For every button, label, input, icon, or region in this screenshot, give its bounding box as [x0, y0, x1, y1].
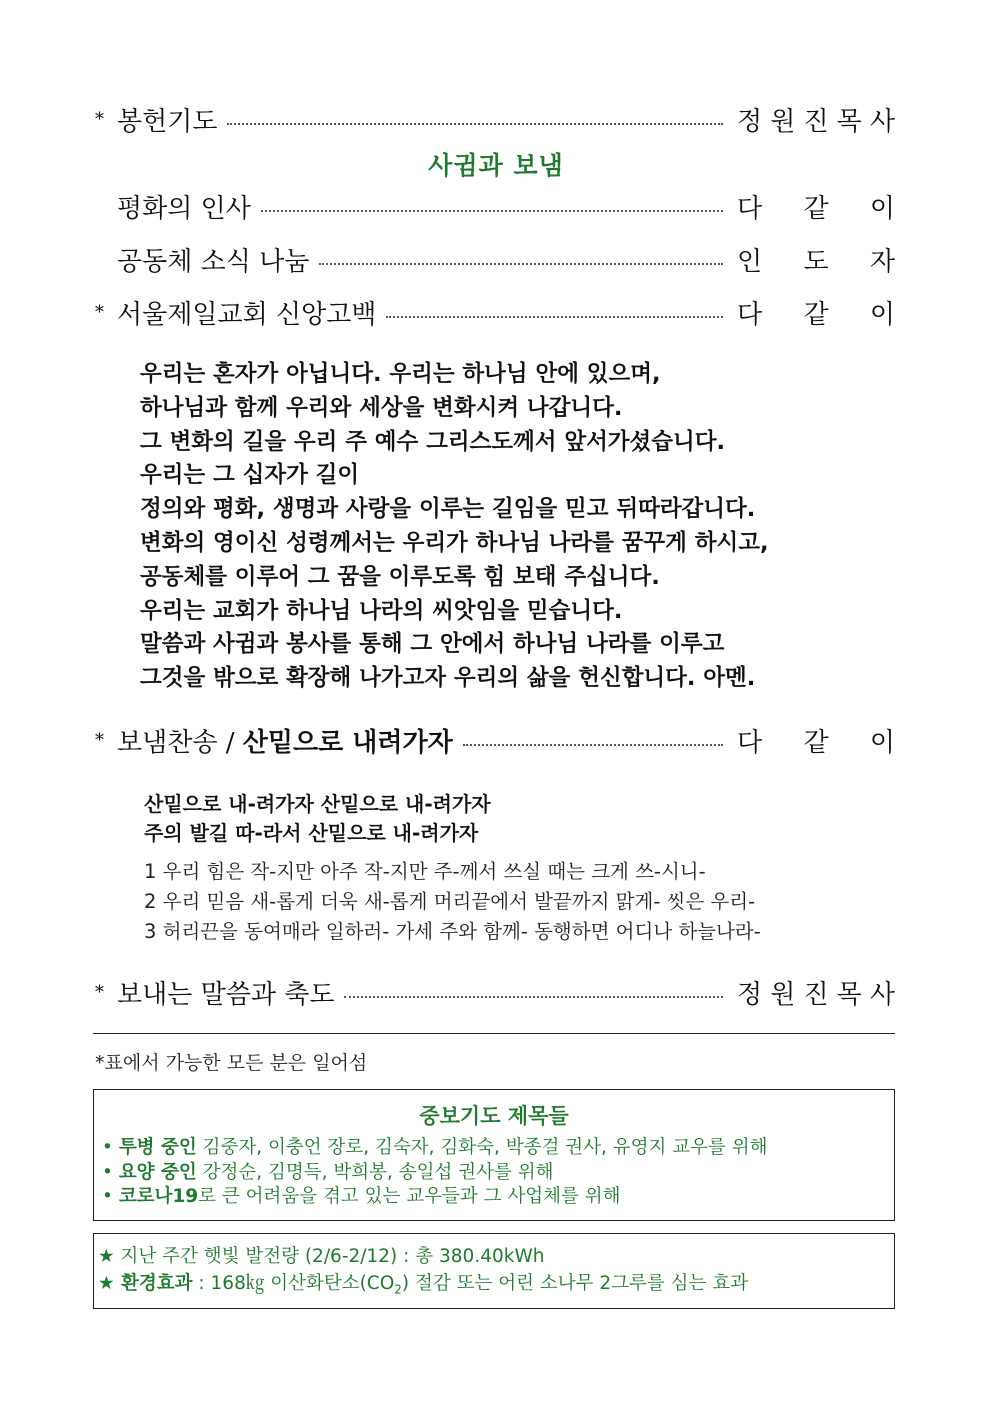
- hymn-title: 산밑으로 내려가자: [242, 727, 453, 758]
- order-item-sending-hymn: [95, 722, 895, 758]
- dot-leader: [227, 123, 723, 125]
- order-item-community-news: [117, 241, 895, 277]
- prayer-requests-box: [93, 1089, 895, 1221]
- dot-leader: [463, 744, 723, 746]
- item-leader: 다 같 이: [737, 299, 895, 330]
- dot-leader: [319, 263, 723, 265]
- dot-leader: [261, 210, 723, 212]
- prayer-item: • 요양 중인 강정순, 김명득, 박희봉, 송일섭 권사를 위해: [102, 1161, 554, 1183]
- creed-line: 우리는 그 십자가 길이: [140, 462, 360, 489]
- refrain-line: 주의 발길 따-라서 산밑으로 내-려가자: [144, 821, 479, 845]
- creed-line: 말씀과 사귐과 봉사를 통해 그 안에서 하나님 나라를 이루고: [140, 631, 725, 658]
- item-title: 봉헌기도: [117, 106, 218, 137]
- item-leader: 정 원 진 목 사: [737, 979, 895, 1010]
- item-title: 공동체 소식 나눔: [117, 246, 310, 277]
- item-title: 보내는 말씀과 축도: [117, 979, 335, 1010]
- creed-line: 그것을 밖으로 확장해 나가고자 우리의 삶을 헌신합니다. 아멘.: [140, 665, 756, 692]
- standing-note: *표에서 가능한 모든 분은 일어섬: [95, 1052, 368, 1074]
- item-leader: 정 원 진 목 사: [737, 106, 895, 137]
- prayer-item: • 투병 중인 김중자, 이충언 장로, 김숙자, 김화숙, 박종걸 권사, 유영지 교우를 위해: [102, 1137, 768, 1158]
- creed-line: 그 변화의 길을 우리 주 예수 그리스도께서 앞서가셨습니다.: [140, 428, 726, 455]
- section-title: 사귐과 보냄: [428, 151, 564, 180]
- prayer-item: • 코로나19로 큰 어려움을 겪고 있는 교우들과 그 사업체를 위해: [102, 1186, 621, 1207]
- creed-line: 하나님과 함께 우리와 세상을 변화시켜 나갑니다.: [140, 394, 623, 421]
- star-icon: ★: [98, 1273, 115, 1294]
- prayer-list: [94, 1136, 894, 1210]
- creed-line: 변화의 영이신 성령께서는 우리가 하나님 나라를 꿈꾸게 하시고,: [140, 529, 769, 556]
- dot-leader: [344, 996, 723, 998]
- solar-power-box: [93, 1233, 895, 1309]
- verse-line: 2 우리 믿음 새-롭게 더욱 새-롭게 머리끝에서 발끝까지 맑게- 씻은 우리-: [144, 890, 756, 913]
- creed-line: 우리는 혼자가 아닙니다. 우리는 하나님 안에 있으며,: [140, 361, 661, 387]
- standing-mark: *: [95, 981, 104, 1003]
- item-title: 평화의 인사: [117, 193, 251, 224]
- environment-effect-line: ★ 환경효과 : 168㎏ 이산화탄소$(CO_2)$ 절감 또는 어린 소나무 2그루를 심는 효과: [98, 1273, 749, 1297]
- verse-line: 1 우리 힘은 작-지만 아주 작-지만 주-께서 쓰실 때는 크게 쓰-시니-: [144, 860, 706, 883]
- standing-mark: *: [95, 108, 104, 130]
- refrain-line: 산밑으로 내-려가자 산밑으로 내-려가자: [144, 792, 491, 816]
- verse-line: 3 허리끈을 동여매라 일하러- 가세 주와 함께- 동행하면 어디나 하늘나라-: [144, 920, 761, 943]
- order-item-peace-greeting: [117, 188, 895, 224]
- item-title: 보냄찬송 / 산밑으로 내려가자: [117, 727, 453, 758]
- star-icon: ★: [98, 1246, 115, 1267]
- divider: [93, 1033, 895, 1034]
- solar-generation-line: ★ 지난 주간 햇빛 발전량 (2/6-2/12) : 총 380.40kWh: [98, 1246, 545, 1267]
- item-leader: 다 같 이: [737, 727, 895, 758]
- item-leader: 인 도 자: [737, 246, 895, 277]
- hymn-refrain: [144, 790, 904, 848]
- standing-mark: *: [95, 301, 104, 323]
- hymn-verses: [144, 857, 904, 947]
- dot-leader: [386, 316, 723, 318]
- order-item-creed: [95, 294, 895, 330]
- prayer-box-title: 중보기도 제목들: [419, 1104, 569, 1128]
- item-title: 서울제일교회 신앙고백: [117, 299, 377, 330]
- item-leader: 다 같 이: [737, 193, 895, 224]
- order-item-benediction: [95, 974, 895, 1010]
- order-item-offertory-prayer: [95, 101, 895, 137]
- creed-line: 정의와 평화, 생명과 사랑을 이루는 길임을 믿고 뒤따라갑니다.: [140, 496, 756, 523]
- creed-text: [140, 358, 900, 696]
- standing-mark: *: [95, 729, 104, 751]
- creed-line: 우리는 교회가 하나님 나라의 씨앗임을 믿습니다.: [140, 597, 623, 624]
- creed-line: 공동체를 이루어 그 꿈을 이루도록 힘 보태 주십니다.: [140, 563, 660, 590]
